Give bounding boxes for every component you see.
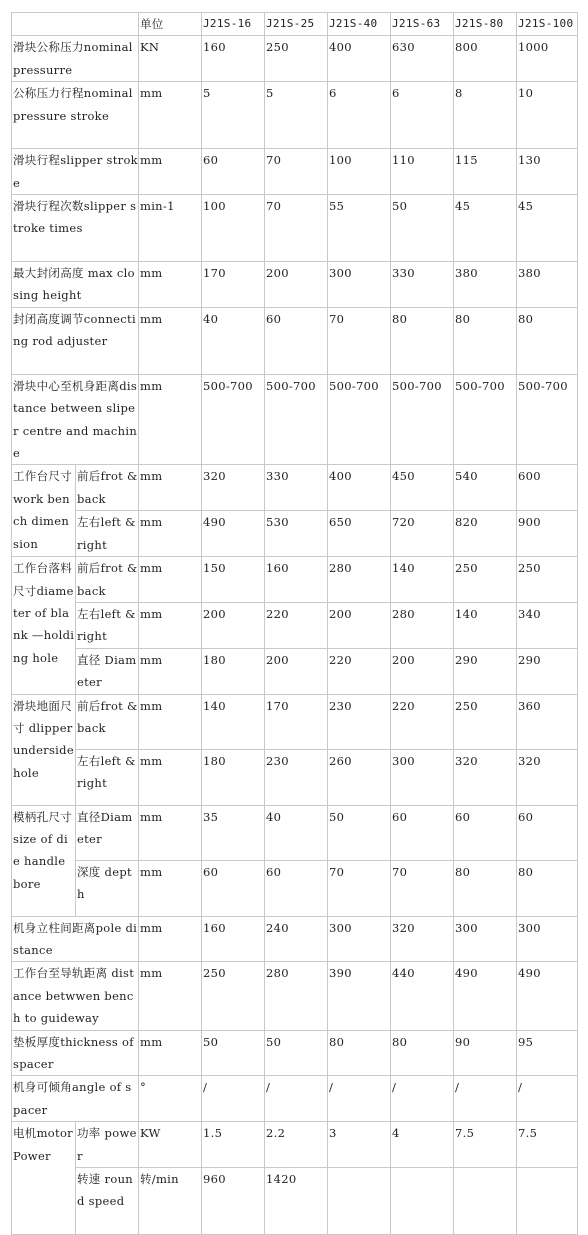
value-cell: 400 [328,465,391,511]
unit-cell: mm [139,82,202,149]
item-cell: 滑块中心至机身距离distance between sliper centre and machine [12,374,139,465]
value-cell: 140 [391,557,454,603]
unit-cell: mm [139,149,202,195]
value-cell: 150 [202,557,265,603]
value-cell: 600 [517,465,578,511]
value-cell: 60 [517,805,578,860]
unit-cell: mm [139,648,202,694]
value-cell: 60 [454,805,517,860]
value-cell: 8 [454,82,517,149]
value-cell: 900 [517,511,578,557]
header-cell-model: J21S-40 [328,13,391,36]
item-cell: 电机motor Power [12,1122,76,1235]
value-cell: 500-700 [328,374,391,465]
unit-cell: mm [139,557,202,603]
item-cell: 工作台落料尺寸diameter of blank —holding hole [12,557,76,694]
table-row [12,149,578,195]
table-row [12,36,578,82]
value-cell [391,1168,454,1235]
unit-cell: mm [139,916,202,962]
value-cell: 4 [391,1122,454,1168]
unit-cell: mm [139,694,202,749]
unit-cell: mm [139,374,202,465]
header-cell-blank [12,13,139,36]
value-cell: 60 [265,860,328,916]
value-cell: 320 [454,749,517,805]
value-cell: 80 [391,307,454,374]
header-cell-model: J21S-80 [454,13,517,36]
table-row [12,262,578,308]
header-row [12,13,578,36]
value-cell: / [265,1076,328,1122]
value-cell [517,1168,578,1235]
item-cell: 工作台至导轨距离 distance betwwen bench to guideway [12,962,139,1030]
unit-cell: mm [139,307,202,374]
item-cell: 封闭高度调节connecting rod adjuster [12,307,139,374]
sub-item-cell: 左右left & right [76,511,139,557]
table-row [12,465,578,511]
item-cell: 工作台尺寸work bench dimension [12,465,76,557]
value-cell: 50 [391,195,454,262]
table-row [12,511,578,557]
item-cell: 机身立柱间距离pole distance [12,916,139,962]
value-cell: 390 [328,962,391,1030]
value-cell [454,1168,517,1235]
header-cell-model: J21S-63 [391,13,454,36]
unit-cell: 转/min [139,1168,202,1235]
item-cell: 模柄孔尺寸size of die handle bore [12,805,76,916]
value-cell: 820 [454,511,517,557]
value-cell: 50 [265,1030,328,1076]
value-cell: 330 [391,262,454,308]
table-row [12,916,578,962]
value-cell: 490 [517,962,578,1030]
value-cell: 6 [328,82,391,149]
table-row [12,1122,578,1168]
value-cell: 1420 [265,1168,328,1235]
unit-cell: mm [139,511,202,557]
table-row [12,860,578,916]
value-cell: 290 [517,648,578,694]
unit-cell: mm [139,602,202,648]
value-cell: 50 [328,805,391,860]
value-cell: 200 [328,602,391,648]
value-cell: 500-700 [391,374,454,465]
value-cell: 2.2 [265,1122,328,1168]
value-cell: 3 [328,1122,391,1168]
sub-item-cell: 功率 power [76,1122,139,1168]
table-row [12,307,578,374]
value-cell: 60 [202,149,265,195]
header-cell-unit: 单位 [139,13,202,36]
item-cell: 滑块行程slipper stroke [12,149,139,195]
unit-cell: KN [139,36,202,82]
header-cell-model: J21S-16 [202,13,265,36]
value-cell: 160 [202,916,265,962]
value-cell: 530 [265,511,328,557]
value-cell: 340 [517,602,578,648]
value-cell: 630 [391,36,454,82]
value-cell: 70 [265,195,328,262]
table-row [12,82,578,149]
value-cell: 380 [454,262,517,308]
table-row [12,694,578,749]
value-cell: 100 [328,149,391,195]
value-cell: 6 [391,82,454,149]
value-cell: 260 [328,749,391,805]
value-cell: 500-700 [202,374,265,465]
value-cell: 500-700 [265,374,328,465]
value-cell: 80 [454,307,517,374]
value-cell: 45 [454,195,517,262]
value-cell: 540 [454,465,517,511]
value-cell: 490 [454,962,517,1030]
value-cell: 960 [202,1168,265,1235]
value-cell: 80 [328,1030,391,1076]
value-cell: 115 [454,149,517,195]
value-cell: 650 [328,511,391,557]
value-cell: 160 [265,557,328,603]
value-cell: 90 [454,1030,517,1076]
value-cell: 280 [265,962,328,1030]
value-cell: 110 [391,149,454,195]
value-cell: 300 [328,262,391,308]
sub-item-cell: 前后frot &back [76,694,139,749]
value-cell: 250 [454,694,517,749]
table-row [12,557,578,603]
value-cell: 400 [328,36,391,82]
item-cell: 机身可倾角angle of spacer [12,1076,139,1122]
sub-item-cell: 转速 round speed [76,1168,139,1235]
value-cell: 60 [265,307,328,374]
value-cell: 40 [265,805,328,860]
value-cell: 1000 [517,36,578,82]
value-cell: 80 [517,307,578,374]
value-cell: 230 [265,749,328,805]
value-cell: 220 [391,694,454,749]
value-cell: 60 [202,860,265,916]
value-cell: 160 [202,36,265,82]
sub-item-cell: 直径Diameter [76,805,139,860]
value-cell: 55 [328,195,391,262]
value-cell: 500-700 [517,374,578,465]
unit-cell: mm [139,962,202,1030]
value-cell: / [391,1076,454,1122]
value-cell: 440 [391,962,454,1030]
table-row [12,195,578,262]
value-cell: 35 [202,805,265,860]
value-cell: 70 [328,307,391,374]
value-cell: 45 [517,195,578,262]
value-cell: / [202,1076,265,1122]
value-cell: 80 [454,860,517,916]
item-cell: 滑块地面尺寸 dlipper underside hole [12,694,76,805]
value-cell: 250 [454,557,517,603]
value-cell: 200 [391,648,454,694]
value-cell: 330 [265,465,328,511]
value-cell: 230 [328,694,391,749]
value-cell: 280 [391,602,454,648]
value-cell: 170 [202,262,265,308]
value-cell: / [517,1076,578,1122]
value-cell: 450 [391,465,454,511]
sub-item-cell: 直径 Diameter [76,648,139,694]
value-cell: 70 [265,149,328,195]
value-cell [328,1168,391,1235]
value-cell: 200 [265,648,328,694]
value-cell: 250 [265,36,328,82]
unit-cell: KW [139,1122,202,1168]
item-cell: 滑块公称压力nominal pressurre [12,36,139,82]
value-cell: 5 [202,82,265,149]
value-cell: 250 [517,557,578,603]
value-cell: 360 [517,694,578,749]
value-cell: 320 [391,916,454,962]
table-row [12,374,578,465]
header-cell-model: J21S-100 [517,13,578,36]
table-row [12,648,578,694]
table-row [12,1168,578,1235]
unit-cell: mm [139,465,202,511]
value-cell: 300 [517,916,578,962]
value-cell: 490 [202,511,265,557]
value-cell: 170 [265,694,328,749]
table-row [12,749,578,805]
value-cell: 300 [328,916,391,962]
value-cell: 320 [202,465,265,511]
value-cell: 95 [517,1030,578,1076]
value-cell: 7.5 [454,1122,517,1168]
value-cell: 280 [328,557,391,603]
value-cell: 5 [265,82,328,149]
value-cell: 40 [202,307,265,374]
value-cell: 300 [454,916,517,962]
table-row [12,1030,578,1076]
value-cell: 1.5 [202,1122,265,1168]
header-cell-model: J21S-25 [265,13,328,36]
table-row [12,962,578,1030]
unit-cell: ° [139,1076,202,1122]
value-cell: 7.5 [517,1122,578,1168]
sub-item-cell: 前后frot &back [76,465,139,511]
value-cell: 130 [517,149,578,195]
table-row [12,1076,578,1122]
value-cell: 290 [454,648,517,694]
unit-cell: mm [139,860,202,916]
item-cell: 垫板厚度thickness of spacer [12,1030,139,1076]
value-cell: 60 [391,805,454,860]
value-cell: 500-700 [454,374,517,465]
sub-item-cell: 前后frot &back [76,557,139,603]
unit-cell: min-1 [139,195,202,262]
value-cell: 220 [328,648,391,694]
table-row [12,805,578,860]
value-cell: 140 [454,602,517,648]
table-row [12,602,578,648]
value-cell: 200 [265,262,328,308]
value-cell: 720 [391,511,454,557]
value-cell: 250 [202,962,265,1030]
unit-cell: mm [139,1030,202,1076]
item-cell: 公称压力行程nominal pressure stroke [12,82,139,149]
value-cell: 80 [517,860,578,916]
value-cell: 140 [202,694,265,749]
item-cell: 滑块行程次数slipper stroke times [12,195,139,262]
value-cell: / [328,1076,391,1122]
unit-cell: mm [139,749,202,805]
value-cell: 800 [454,36,517,82]
sub-item-cell: 深度 depth [76,860,139,916]
value-cell: 180 [202,648,265,694]
value-cell: 70 [391,860,454,916]
unit-cell: mm [139,805,202,860]
value-cell: 240 [265,916,328,962]
sub-item-cell: 左右left & right [76,749,139,805]
value-cell: 380 [517,262,578,308]
unit-cell: mm [139,262,202,308]
value-cell: 80 [391,1030,454,1076]
value-cell: 300 [391,749,454,805]
value-cell: 50 [202,1030,265,1076]
value-cell: 180 [202,749,265,805]
value-cell: 100 [202,195,265,262]
item-cell: 最大封闭高度 max closing height [12,262,139,308]
value-cell: / [454,1076,517,1122]
sub-item-cell: 左右left & right [76,602,139,648]
value-cell: 10 [517,82,578,149]
value-cell: 70 [328,860,391,916]
spec-table [11,12,578,1235]
value-cell: 220 [265,602,328,648]
value-cell: 320 [517,749,578,805]
value-cell: 200 [202,602,265,648]
